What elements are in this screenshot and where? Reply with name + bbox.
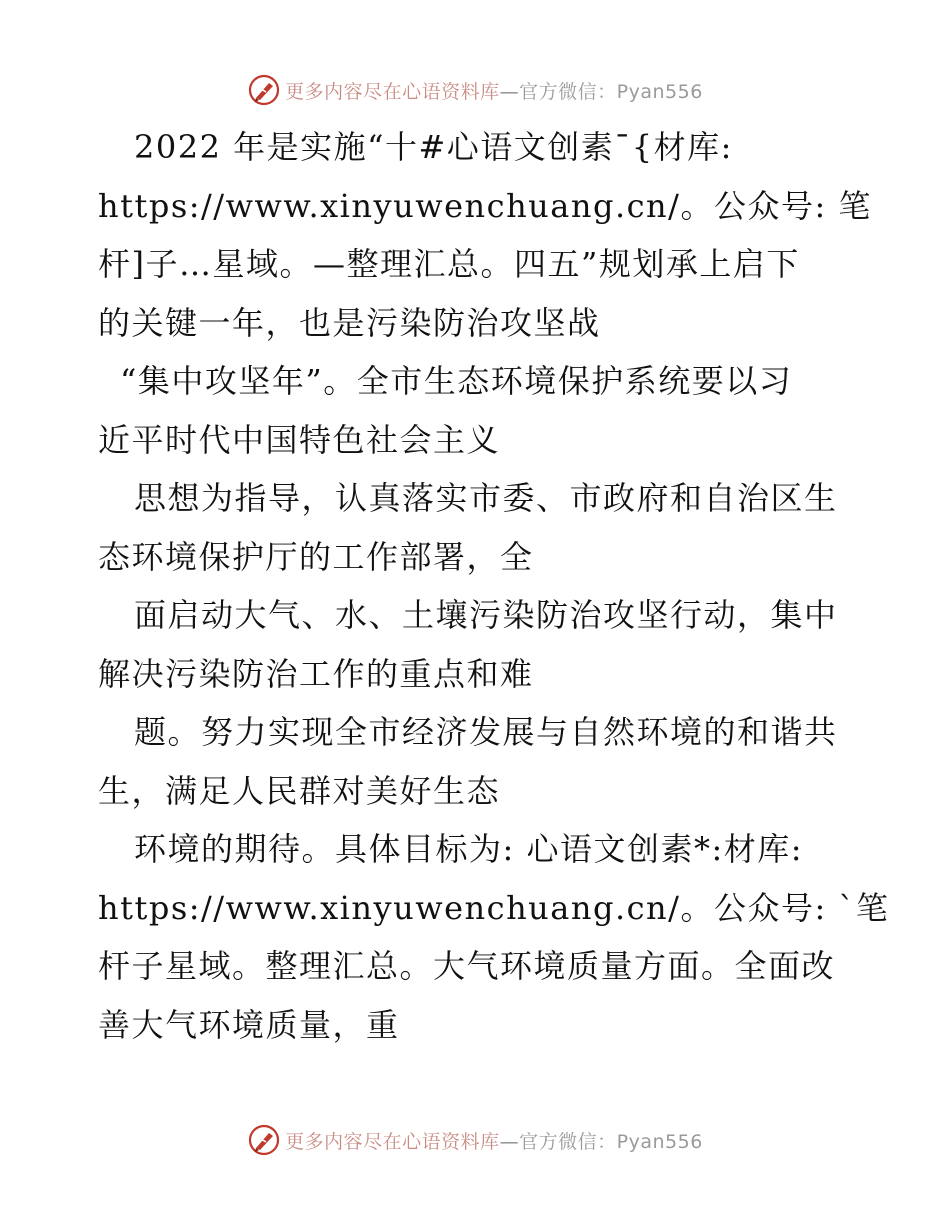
brand-watermark	[247, 73, 703, 107]
page-footer	[0, 1120, 950, 1160]
wechat-id: 官方微信：Pyan556	[519, 80, 703, 103]
text-line: “集中攻坚年”。全市生态环境保护系统要以习	[120, 362, 793, 400]
brand-name: 更多内容尽在心语资料库	[285, 1130, 500, 1153]
document-body	[98, 118, 890, 1054]
text-line: 环境的期待。具体目标为: 心语文创素*:材库:	[134, 830, 804, 868]
brand-watermark	[247, 1123, 703, 1157]
page-header	[0, 70, 950, 110]
text-line: 2022 年是实施“十#心语文创素¯{材库:	[134, 128, 733, 166]
text-line: 杆子星域。整理汇总。大气环境质量方面。全面改	[98, 947, 836, 985]
text-line: 生，满足人民群对美好生态	[98, 771, 501, 810]
text-line: https://www.xinyuwenchuang.cn/。公众号: `笔	[98, 888, 890, 927]
brand-separator: —	[499, 80, 520, 103]
text-line: 解决污染防治工作的重点和难	[98, 654, 534, 693]
text-line: 善大气环境质量，重	[98, 1005, 400, 1044]
brand-name: 更多内容尽在心语资料库	[285, 80, 500, 103]
text-line: 态环境保护厅的工作部署，全	[98, 537, 534, 576]
text-line: 的关键一年，也是污染防治攻坚战	[98, 303, 601, 342]
text-line: https://www.xinyuwenchuang.cn/。公众号: 笔	[98, 186, 872, 225]
text-line: 杆]子…星域。—整理汇总。四五”规划承上启下	[98, 245, 800, 283]
pen-logo-icon	[247, 1123, 281, 1157]
pen-logo-icon	[247, 73, 281, 107]
text-line: 思想为指导，认真落实市委、市政府和自治区生	[134, 479, 838, 517]
text-line: 题。努力实现全市经济发展与自然环境的和谐共	[134, 713, 838, 751]
text-line: 面启动大气、水、土壤污染防治攻坚行动，集中	[134, 596, 838, 634]
text-line: 近平时代中国特色社会主义	[98, 420, 501, 459]
brand-separator: —	[499, 1130, 520, 1153]
wechat-id: 官方微信：Pyan556	[519, 1130, 703, 1153]
